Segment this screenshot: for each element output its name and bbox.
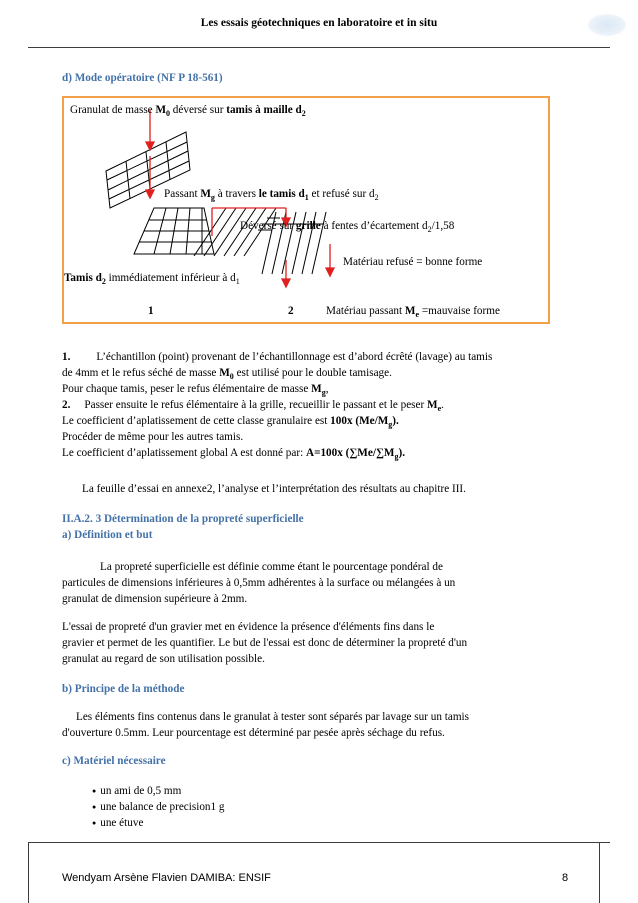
- subsection-c-heading: c) Matériel nécessaire: [62, 755, 166, 767]
- principle-line-2: d'ouverture 0.5mm. Leur pourcentage est déterminé par pesée après séchage du refus.: [62, 727, 445, 739]
- section-d-heading: d) Mode opératoire (NF P 18-561): [62, 72, 223, 84]
- step-1-line-3: Pour chaque tamis, peser le refus élémentaire de masse $M_g$,: [62, 383, 329, 398]
- footer-rule: [28, 842, 610, 843]
- diagram-passing-bad-shape: Matériau passant $M_e$ =mauvaise forme: [326, 305, 500, 320]
- header-rule: [28, 47, 610, 48]
- subsection-a-heading: a) Définition et but: [62, 529, 153, 541]
- step-2-line-3: Procéder de même pour les autres tamis.: [62, 431, 244, 443]
- step-1-line-2: de 4mm et le refus séché de masse $M_0$ est utilisé pour le double tamisage.: [62, 367, 392, 382]
- equipment-item: ● une étuve: [92, 816, 143, 831]
- section-ii-heading: II.A.2. 3 Détermination de la propreté superficielle: [62, 513, 304, 525]
- step-2-line-2: Le coefficient d’aplatissement de cette classe granulaire est 100x $(Me/M_g)$.: [62, 415, 399, 430]
- definition-line-1: La propreté superficielle est définie comme étant le pourcentage pondéral de: [100, 561, 443, 573]
- diagram-refused-good-shape: Matériau refusé = bonne forme: [343, 256, 483, 268]
- diagram-step-passing-mg: Passant $M_g$ à travers le tamis $d_1$ et refusé sur $d_2$: [164, 188, 379, 203]
- step-2-line-4: Le coefficient d’aplatissement global A est donné par: A=100x $(\sum Me/\sum M_g)$.: [62, 447, 406, 462]
- goal-line-2: gravier et permet de les quantifier. Le but de l'essai est donc de déterminer la propreté d'un: [62, 637, 468, 649]
- step-1-line-1: 1. L’échantillon (point) provenant de l’échantillonnage est d’abord écrêté (lavage) au tamis: [62, 351, 493, 363]
- footer-author: Wendyam Arsène Flavien DAMIBA: ENSIF: [62, 872, 271, 884]
- equipment-item: ● une balance de precision1 g: [92, 800, 225, 815]
- diagram-sieve-d2: Tamis $d_2$ immédiatement inférieur à $d_1$: [64, 272, 240, 287]
- diagram-label-1: 1: [148, 305, 154, 317]
- diagram-label-2: 2: [288, 305, 294, 317]
- diagram-step-mass-m0: Granulat de masse $M_0$ déversé sur tamis à maille $d_2$: [70, 104, 306, 119]
- definition-line-2: particules de dimensions inférieures à 0,5mm adhérentes à la surface ou mélangées à un: [62, 577, 456, 589]
- goal-line-3: granulat au regard de son utilisation possible.: [62, 653, 265, 665]
- footer-left-bar: [28, 842, 29, 903]
- page-number: 8: [562, 872, 569, 884]
- step-2-line-1: 2. Passer ensuite le refus élémentaire à la grille, recueillir le passant et le peser $M_e$.: [62, 399, 444, 414]
- annex-note: La feuille d’essai en annexe2, l’analyse et l’interprétation des résultats au chapitre III.: [82, 483, 466, 495]
- goal-line-1: L'essai de propreté d'un gravier met en évidence la présence d'éléments fins dans le: [62, 621, 435, 633]
- subsection-b-heading: b) Principe de la méthode: [62, 683, 185, 695]
- definition-line-3: granulat de dimension supérieure à 2mm.: [62, 593, 248, 605]
- running-header: Les essais géotechniques en laboratoire et in situ: [200, 17, 438, 29]
- principle-line-1: Les éléments fins contenus dans le granulat à tester sont séparés par lavage sur un tamis: [76, 711, 469, 723]
- equipment-item: ● un ami de 0,5 mm: [92, 784, 181, 799]
- header-decoration: [588, 14, 626, 36]
- sieve-grid-bottom: [134, 208, 214, 254]
- diagram-step-slotted-grid: Déversé sur grille à fentes d’écartement $d_2/1,58$: [240, 220, 455, 235]
- footer-right-bar: [599, 842, 600, 903]
